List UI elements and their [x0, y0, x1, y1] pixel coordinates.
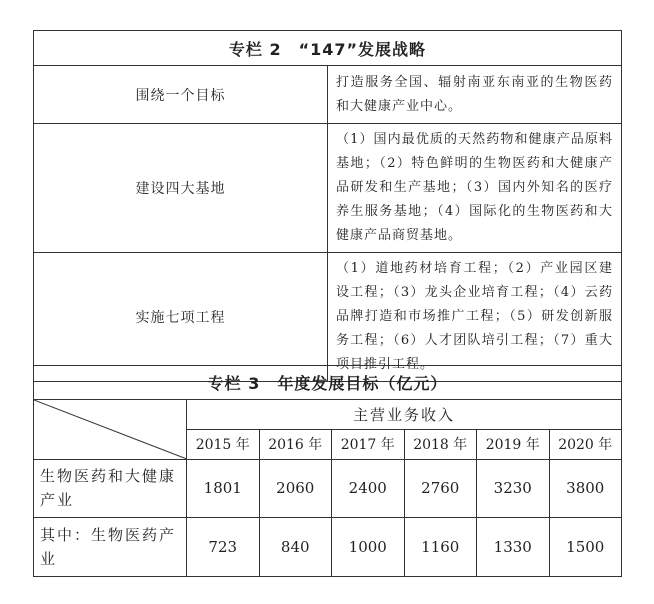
year-header: 2018 年: [404, 429, 477, 459]
year-header: 2016 年: [259, 429, 332, 459]
value-cell: 840: [259, 518, 332, 577]
strategy-row-desc: （1）国内最优质的天然药物和健康产品原料基地；（2）特色鲜明的生物医药和大健康产品研发和生产基地；（3）国内外知名的医疗养生服务基地；（4）国际化的生物医药和大健康产品商贸基地。: [328, 124, 622, 253]
strategy-row-label: 建设四大基地: [34, 124, 328, 253]
table-row: [34, 518, 622, 577]
year-header: 2017 年: [332, 429, 405, 459]
value-cell: 1801: [187, 459, 260, 518]
value-cell: 2760: [404, 459, 477, 518]
value-cell: 1330: [477, 518, 550, 577]
diagonal-header-cell: [34, 399, 187, 459]
annual-targets-title: 专栏 3 年度发展目标（亿元）: [34, 366, 622, 400]
year-header: 2020 年: [549, 429, 622, 459]
strategy-row-desc: 打造服务全国、辐射南亚东南亚的生物医药和大健康产业中心。: [328, 66, 622, 124]
value-cell: 3800: [549, 459, 622, 518]
row-label: 其中：生物医药产业: [34, 518, 187, 577]
strategy-table-title: 专栏 2 “147”发展战略: [34, 31, 622, 66]
row-label: 生物医药和大健康产业: [34, 459, 187, 518]
value-cell: 3230: [477, 459, 550, 518]
strategy-row-label: 围绕一个目标: [34, 66, 328, 124]
main-revenue-header: 主营业务收入: [187, 399, 622, 429]
diagonal-line: [34, 400, 186, 459]
value-cell: 723: [187, 518, 260, 577]
table-row: [34, 459, 622, 518]
strategy-table: [33, 30, 622, 382]
annual-targets-table: [33, 365, 622, 577]
strategy-row-desc: （1）道地药材培育工程；（2）产业园区建设工程；（3）龙头企业培育工程；（4）云药品牌打造和市场推广工程；（5）研发创新服务工程；（6）人才团队培引工程；（7）重大项目推引工程。: [328, 253, 622, 382]
value-cell: 1000: [332, 518, 405, 577]
year-header: 2015 年: [187, 429, 260, 459]
value-cell: 1160: [404, 518, 477, 577]
value-cell: 1500: [549, 518, 622, 577]
value-cell: 2060: [259, 459, 332, 518]
value-cell: 2400: [332, 459, 405, 518]
strategy-row-label: 实施七项工程: [34, 253, 328, 382]
year-header: 2019 年: [477, 429, 550, 459]
